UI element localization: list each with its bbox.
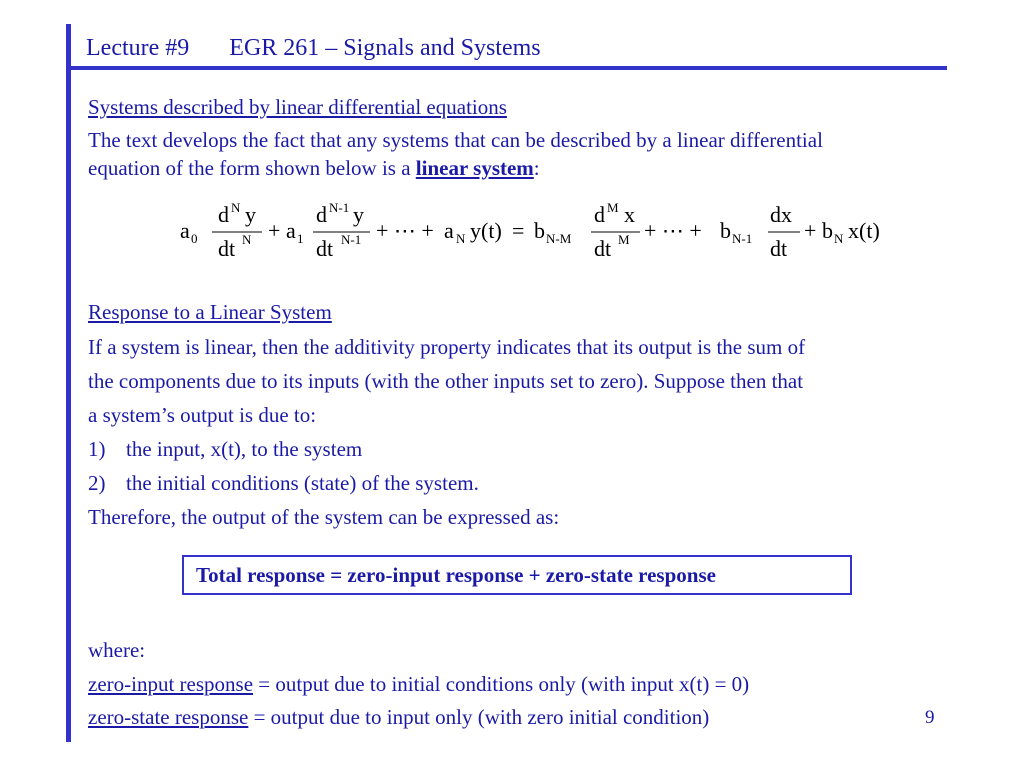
eq-num: d <box>316 202 327 227</box>
slide-header <box>86 35 541 62</box>
paragraph-line <box>88 156 540 180</box>
definition-line <box>88 672 749 696</box>
eq-den: dt <box>770 236 788 261</box>
differential-equation <box>180 194 900 266</box>
eq-op: + <box>268 218 281 243</box>
eq-den: dt <box>218 236 236 261</box>
header-underline-rule <box>66 66 947 70</box>
eq-ellipsis: + ⋯ + <box>376 218 434 243</box>
eq-num-var: x <box>624 202 635 227</box>
eq-sub: N <box>456 231 466 246</box>
eq-num-var: y <box>353 202 364 227</box>
eq-coef: b <box>720 218 731 243</box>
definition-text: = output due to input only (with zero initial condition) <box>248 705 710 729</box>
eq-ellipsis: + ⋯ + <box>644 218 702 243</box>
eq-coef: a <box>444 218 454 243</box>
paragraph-line: If a system is linear, then the additivity property indicates that its output is the sum of <box>88 335 806 359</box>
linear-system-term: linear system <box>415 156 534 180</box>
list-item-number: 1) <box>88 437 106 461</box>
paragraph-line: The text develops the fact that any systems that can be described by a linear differential <box>88 128 823 152</box>
course-title: EGR 261 – Signals and Systems <box>229 35 541 61</box>
eq-coef: b <box>822 218 833 243</box>
list-item-text: the initial conditions (state) of the system. <box>126 471 479 495</box>
paragraph-line: a system’s output is due to: <box>88 403 317 427</box>
eq-den: dt <box>316 236 334 261</box>
eq-num-var: y <box>245 202 256 227</box>
left-vertical-rule <box>66 24 71 742</box>
page-number: 9 <box>925 707 935 728</box>
eq-sub: 0 <box>191 231 198 246</box>
eq-sub: N <box>834 231 844 246</box>
eq-coef: a <box>180 218 190 243</box>
list-item-text: the input, x(t), to the system <box>126 437 363 461</box>
section-heading-response: Response to a Linear System <box>88 300 332 324</box>
where-label: where: <box>88 638 146 662</box>
eq-den: dt <box>594 236 612 261</box>
eq-sup: N-1 <box>329 200 350 215</box>
eq-sup: M <box>618 232 630 247</box>
eq-sub: N-M <box>546 231 572 246</box>
eq-var: x(t) <box>848 218 880 243</box>
eq-var: y(t) <box>470 218 502 243</box>
paragraph-text: : <box>533 156 540 180</box>
list-item <box>88 471 479 495</box>
lecture-number: Lecture #9 <box>86 35 190 61</box>
eq-num: d <box>594 202 605 227</box>
eq-sup: N-1 <box>341 232 362 247</box>
paragraph-line: the components due to its inputs (with the other inputs set to zero). Suppose then that <box>88 369 804 393</box>
eq-sub: 1 <box>297 231 304 246</box>
eq-sup: N <box>242 232 252 247</box>
paragraph-text: equation of the form shown below is a <box>88 156 416 180</box>
zero-input-term: zero-input response <box>88 672 254 696</box>
list-item <box>88 437 362 461</box>
total-response-box: Total response = zero-input response + zero-state response <box>182 555 852 595</box>
eq-sup: N <box>231 200 241 215</box>
definition-line <box>88 705 709 729</box>
eq-equals: = <box>512 218 525 243</box>
paragraph-line: Therefore, the output of the system can be expressed as: <box>88 505 560 529</box>
eq-coef: a <box>286 218 296 243</box>
eq-sub: N-1 <box>732 231 753 246</box>
eq-op: + <box>804 218 817 243</box>
eq-coef: b <box>534 218 545 243</box>
eq-num: dx <box>770 202 792 227</box>
zero-state-term: zero-state response <box>88 705 249 729</box>
list-item-number: 2) <box>88 471 106 495</box>
eq-num: d <box>218 202 229 227</box>
definition-text: = output due to initial conditions only (with input x(t) = 0) <box>253 672 750 696</box>
section-heading-linear-diff-eq: Systems described by linear differential equations <box>88 95 507 119</box>
eq-sup: M <box>607 200 619 215</box>
equation-svg <box>180 194 900 266</box>
